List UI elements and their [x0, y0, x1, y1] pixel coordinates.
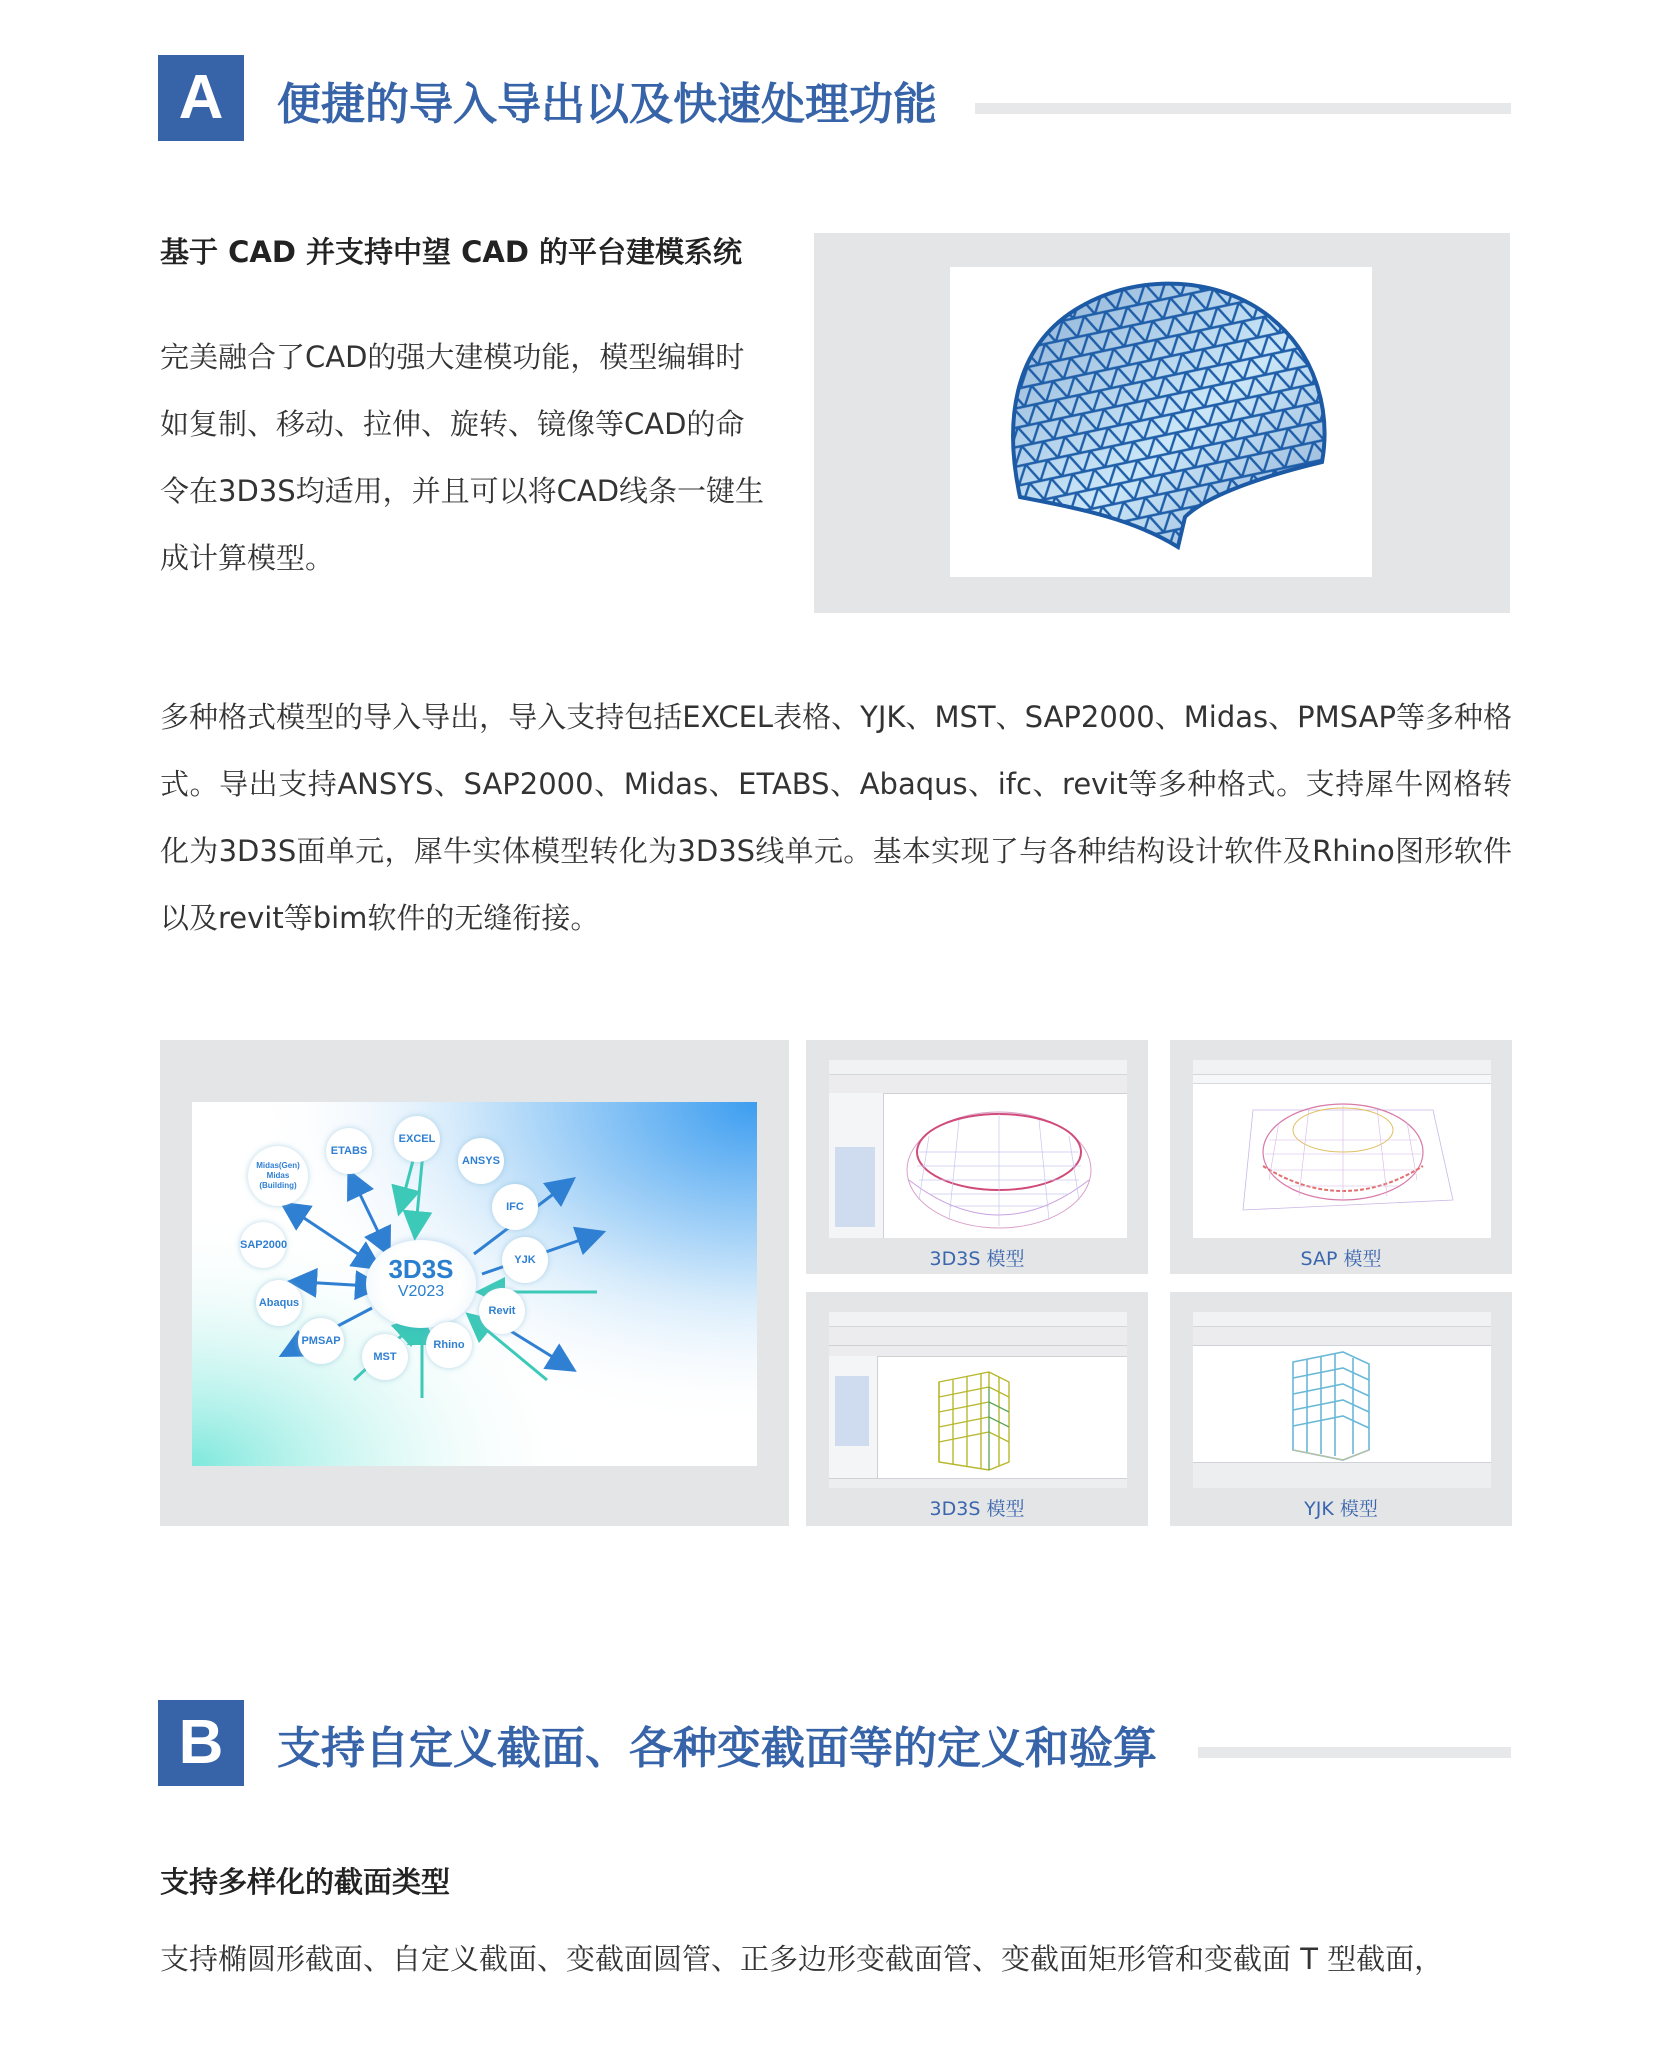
section-a-letter: A: [158, 55, 244, 141]
hub-node-midas-line3: (Building): [259, 1181, 297, 1190]
screenshot-tile-1: [806, 1040, 1148, 1274]
section-b-para1: 支持椭圆形截面、自定义截面、变截面圆管、正多边形变截面管、变截面矩形管和变截面 T 型截面，: [160, 1942, 1444, 1976]
hub-center-line2: V2023: [397, 1283, 445, 1300]
hub-node-sap2000: SAP2000: [240, 1222, 286, 1268]
section-a-subtitle: 基于 CAD 并支持中望 CAD 的平台建模系统: [160, 235, 742, 269]
screenshot-tile-2: [1170, 1040, 1512, 1274]
dome-lattice-illustration: [950, 267, 1372, 577]
dome-image: [950, 267, 1372, 577]
hub-node-yjk: YJK: [502, 1237, 548, 1283]
hub-node-revit: Revit: [479, 1288, 525, 1334]
section-a-title: 便捷的导入导出以及快速处理功能: [277, 79, 937, 130]
screenshot-tile-3: [806, 1292, 1148, 1526]
section-a-para2: 多种格式模型的导入导出，导入支持包括EXCEL表格、YJK、MST、SAP2000、Midas、PMSAP等多种格式。导出支持ANSYS、SAP2000、Midas、ETABS、Abaqus、ifc、revit等多种格式。支持犀牛网格转化为3D3S面单元，犀牛实体模型转化为3D3S线单元。基本实现了与各种结构设计软件及Rhino图形软件以及revit等bim软件的无缝衔接。: [160, 700, 1512, 935]
section-b-rule: [1198, 1747, 1511, 1758]
format-hub-diagram: [192, 1102, 757, 1466]
screenshot-3d3s-dome: [829, 1060, 1127, 1238]
hub-node-rhino: Rhino: [426, 1322, 472, 1368]
section-b-title: 支持自定义截面、各种变截面等的定义和验算: [277, 1723, 1157, 1774]
screenshot-tile-4: [1170, 1292, 1512, 1526]
section-a-para1: 完美融合了CAD的强大建模功能，模型编辑时如复制、移动、拉伸、旋转、镜像等CAD的命令在3D3S均适用，并且可以将CAD线条一键生成计算模型。: [160, 340, 765, 575]
screenshot-tile-4-caption: YJK 模型: [1304, 1498, 1378, 1520]
hub-node-mst: MST: [362, 1334, 408, 1380]
screenshot-tile-3-caption: 3D3S 模型: [929, 1498, 1025, 1520]
hub-center-line1: 3D3S: [388, 1254, 454, 1284]
hub-node-pmsap: PMSAP: [298, 1318, 344, 1364]
section-b-subtitle: 支持多样化的截面类型: [160, 1865, 451, 1899]
hub-node-ifc: IFC: [492, 1184, 538, 1230]
section-a-rule: [975, 103, 1511, 114]
screenshot-3d3s-building: [829, 1312, 1127, 1488]
hub-node-midas-line2: Midas: [266, 1171, 290, 1180]
hub-node-excel: EXCEL: [394, 1116, 440, 1162]
section-b-letter: B: [158, 1700, 244, 1786]
hub-node-abaqus: Abaqus: [256, 1280, 302, 1326]
hub-node-ansys: ANSYS: [458, 1138, 504, 1184]
screenshot-yjk-building: [1193, 1312, 1491, 1488]
format-hub-panel: [160, 1040, 789, 1526]
screenshot-tile-2-caption: SAP 模型: [1300, 1248, 1382, 1270]
hub-node-etabs: ETABS: [326, 1128, 372, 1174]
hub-node-midas: [248, 1146, 308, 1206]
dome-image-panel: [814, 233, 1510, 613]
hub-node-midas-line1: Midas(Gen): [256, 1161, 300, 1170]
hub-center: [366, 1240, 476, 1328]
screenshot-tile-1-caption: 3D3S 模型: [929, 1248, 1025, 1270]
screenshot-sap-dome: [1193, 1060, 1491, 1238]
